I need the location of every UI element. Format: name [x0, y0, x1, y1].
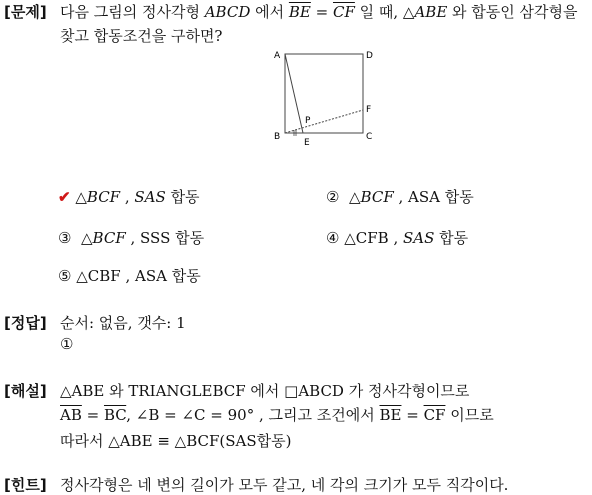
- problem-text-3: 일 때, △: [354, 3, 415, 21]
- problem-line-1: [60, 1, 578, 22]
- triangle-symbol: △: [76, 267, 88, 285]
- option-3-suffix: 합동: [170, 229, 205, 247]
- label-f: F: [366, 105, 372, 115]
- problem-text-4: 와 합동인 삼각형을: [447, 3, 578, 21]
- segment-be: $\overline{BE}$: [288, 3, 311, 21]
- check-icon: ✔: [58, 188, 71, 206]
- answer-tag: [정답]: [4, 314, 47, 332]
- segment-ab: $\overline{AB}$: [60, 406, 82, 424]
- option-2-triangle: BCF: [360, 188, 394, 206]
- segment-cf: $\overline{CF}$: [332, 3, 355, 21]
- option-1-suffix: 합동: [165, 188, 200, 206]
- answer-line-2: ①: [60, 335, 74, 353]
- explanation-angles: , ∠B = ∠C = 90° , 그리고 조건에서: [126, 406, 380, 424]
- triangle-symbol: △: [349, 188, 361, 206]
- problem-text-1: 다음 그림의 정사각형: [60, 3, 205, 21]
- explanation-line-3: 따라서 △ABE ≡ △BCF(SAS합동): [60, 432, 292, 450]
- problem-text-2: 에서: [250, 3, 289, 21]
- hint-tag: [힌트]: [4, 476, 47, 494]
- segment-cf-2: $\overline{CF}$: [423, 406, 446, 424]
- option-2-separator: ,: [393, 188, 409, 206]
- option-3-separator: ,: [125, 229, 141, 247]
- option-5-number: ⑤: [58, 267, 72, 285]
- label-c: C: [366, 132, 373, 142]
- option-4-suffix: 합동: [434, 229, 469, 247]
- hint-text: 정사각형은 네 변의 길이가 모두 같고, 네 각의 크기가 모두 직각이다.: [60, 476, 509, 494]
- label-b: B: [274, 132, 281, 142]
- label-d: D: [366, 51, 373, 61]
- option-2[interactable]: [326, 186, 474, 207]
- explanation-line-2: [60, 404, 494, 425]
- equals-sign: =: [81, 406, 104, 424]
- problem-tag: [문제]: [4, 3, 47, 21]
- option-5-condition: ASA: [135, 267, 167, 285]
- option-4-triangle: CFB: [355, 229, 389, 247]
- option-5-suffix: 합동: [166, 267, 201, 285]
- explanation-line-1: △ABE 와 TRIANGLEBCF 에서 □ABCD 가 정사각형이므로: [60, 382, 470, 400]
- segment-ae: [285, 54, 303, 133]
- segment-bc: $\overline{BC}$: [103, 406, 127, 424]
- option-4-separator: ,: [388, 229, 404, 247]
- segment-bf: [285, 110, 363, 133]
- square-abcd: [285, 54, 363, 133]
- option-2-suffix: 합동: [440, 188, 474, 206]
- option-3-number: ③: [58, 229, 72, 247]
- triangle-abe: ABE: [414, 3, 448, 21]
- option-4[interactable]: [326, 227, 468, 248]
- option-2-condition: ASA: [408, 188, 440, 206]
- option-2-number: ②: [326, 188, 340, 206]
- option-5-triangle: CBF: [87, 267, 121, 285]
- option-3[interactable]: [58, 227, 204, 248]
- option-1-condition: SAS: [134, 188, 166, 206]
- label-a: A: [274, 51, 281, 61]
- label-p: P: [305, 116, 311, 126]
- square-figure: [270, 44, 380, 148]
- answer-line-1: 순서: 없음, 갯수: 1: [60, 314, 186, 332]
- explanation-tag: [해설]: [4, 382, 47, 400]
- label-e: E: [304, 138, 310, 148]
- triangle-symbol: △: [344, 229, 356, 247]
- option-5[interactable]: [58, 265, 201, 286]
- explanation-tail: 이므로: [445, 406, 494, 424]
- problem-line-2: 찾고 합동조건을 구하면?: [60, 27, 223, 45]
- triangle-symbol: △: [75, 188, 87, 206]
- option-4-number: ④: [326, 229, 340, 247]
- square-name: ABCD: [204, 3, 251, 21]
- equals-sign: =: [401, 406, 424, 424]
- option-3-triangle: BCF: [92, 229, 126, 247]
- option-3-condition: SSS: [140, 229, 171, 247]
- option-1-triangle: BCF: [86, 188, 121, 206]
- equals-sign: =: [310, 3, 333, 21]
- option-5-separator: ,: [120, 267, 136, 285]
- triangle-symbol: △: [81, 229, 93, 247]
- option-1[interactable]: [58, 186, 200, 207]
- option-1-separator: ,: [120, 188, 135, 206]
- segment-be-2: $\overline{BE}$: [379, 406, 402, 424]
- option-4-condition: SAS: [403, 229, 435, 247]
